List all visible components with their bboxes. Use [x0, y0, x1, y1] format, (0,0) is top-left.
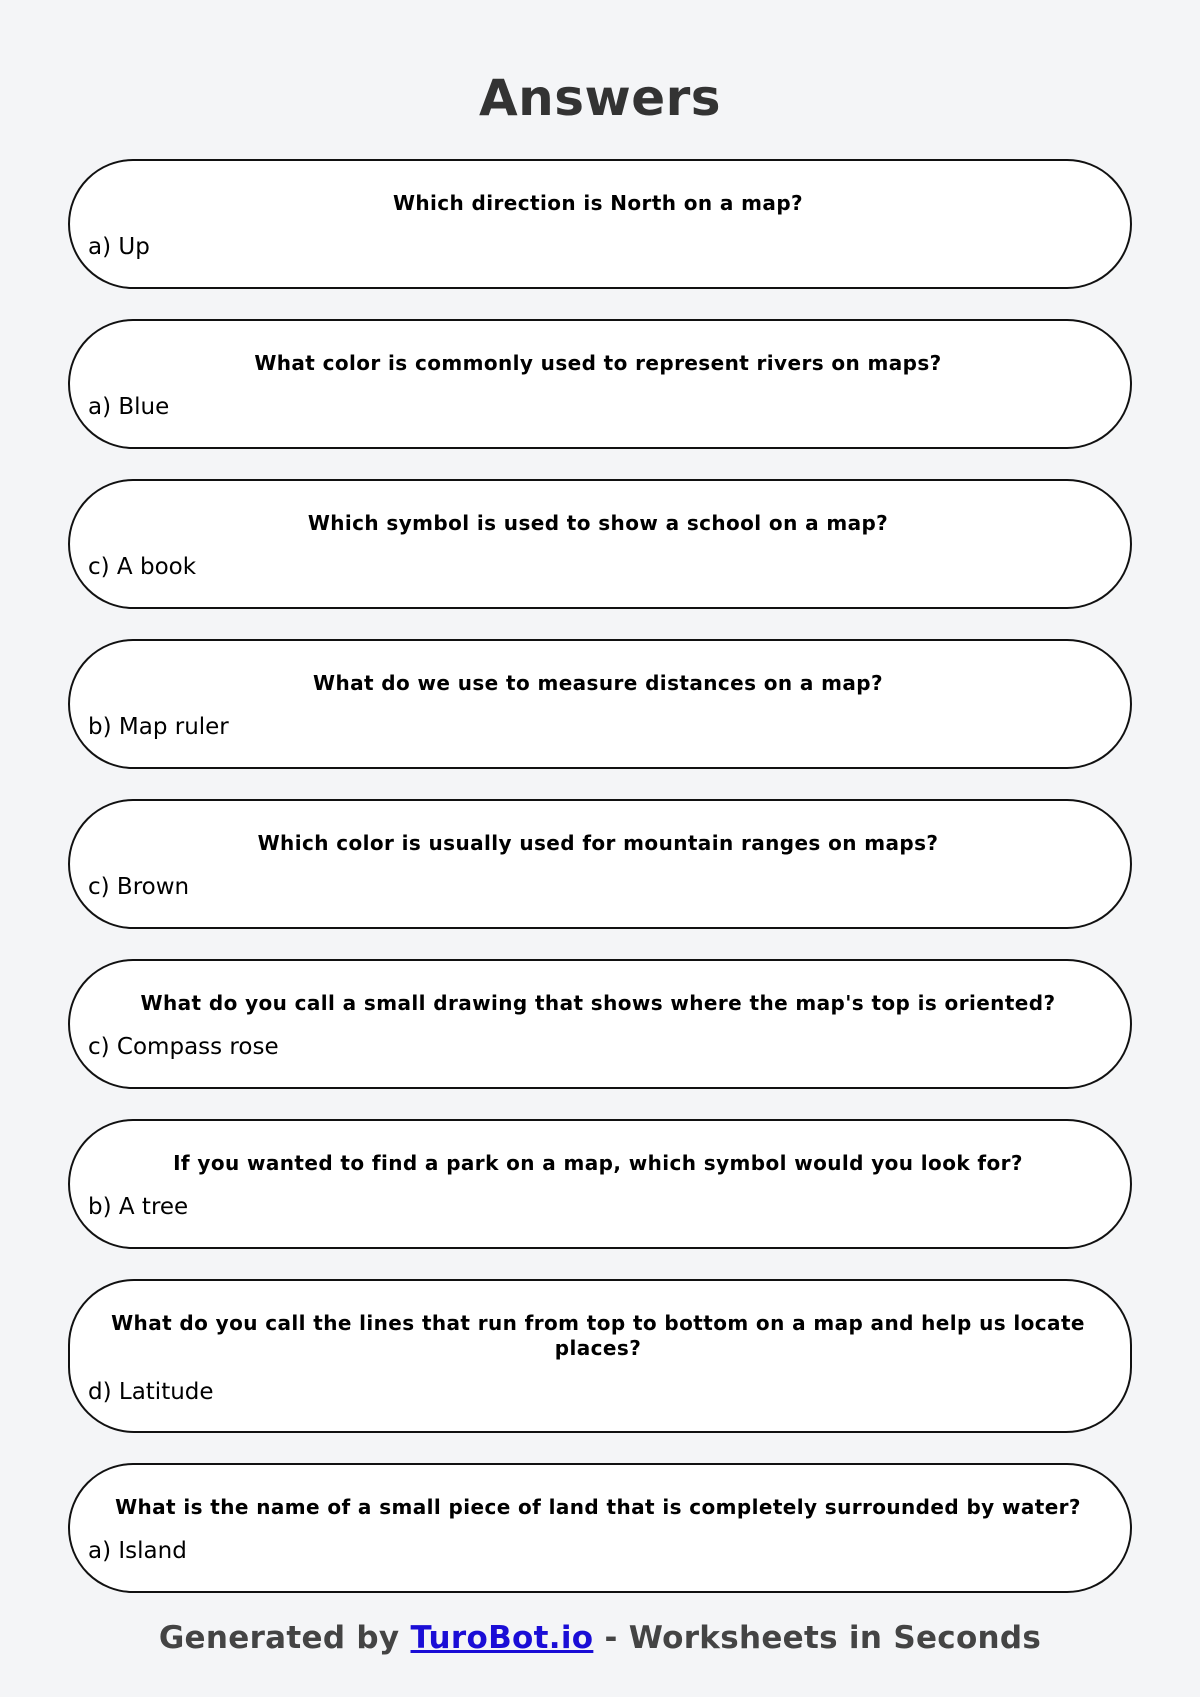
answer-card: [68, 319, 1132, 449]
answer-text: b) Map ruler: [88, 714, 229, 740]
answer-card: [68, 479, 1132, 609]
question-text: Which symbol is used to show a school on a map?: [307, 511, 889, 535]
answer-card: [68, 1119, 1132, 1249]
question-text: If you wanted to find a park on a map, which symbol would you look for?: [173, 1151, 1023, 1175]
answer-text: d) Latitude: [88, 1379, 214, 1405]
answer-card: [68, 639, 1132, 769]
page-title: Answers: [478, 69, 722, 127]
footer-prefix: Generated by: [158, 1620, 411, 1656]
answer-card: [68, 1279, 1132, 1433]
question-text: What do you call the lines that run from top to bottom on a map and help us locate places?: [111, 1311, 1085, 1360]
answer-text: a) Island: [88, 1538, 187, 1564]
footer: [0, 1616, 1200, 1660]
answer-text: c) A book: [88, 554, 197, 580]
question-text: What is the name of a small piece of land that is completely surrounded by water?: [115, 1495, 1081, 1519]
question-text: Which direction is North on a map?: [392, 191, 804, 215]
question-text: What color is commonly used to represent rivers on maps?: [254, 351, 942, 375]
answer-card: [68, 799, 1132, 929]
answer-text: a) Up: [88, 234, 150, 260]
question-text: What do we use to measure distances on a map?: [312, 671, 884, 695]
answer-text: a) Blue: [88, 394, 170, 420]
turobot-link[interactable]: TuroBot.io: [410, 1620, 594, 1656]
question-text: Which color is usually used for mountain ranges on maps?: [257, 831, 939, 855]
answer-text: c) Compass rose: [88, 1034, 279, 1060]
answer-text: b) A tree: [88, 1194, 189, 1220]
answer-card: [68, 159, 1132, 289]
answer-card: [68, 959, 1132, 1089]
question-text: What do you call a small drawing that shows where the map's top is oriented?: [140, 991, 1056, 1015]
footer-suffix: - Worksheets in Seconds: [593, 1620, 1042, 1656]
answer-list: [68, 159, 1132, 1623]
answer-card: [68, 1463, 1132, 1593]
answer-text: c) Brown: [88, 874, 190, 900]
